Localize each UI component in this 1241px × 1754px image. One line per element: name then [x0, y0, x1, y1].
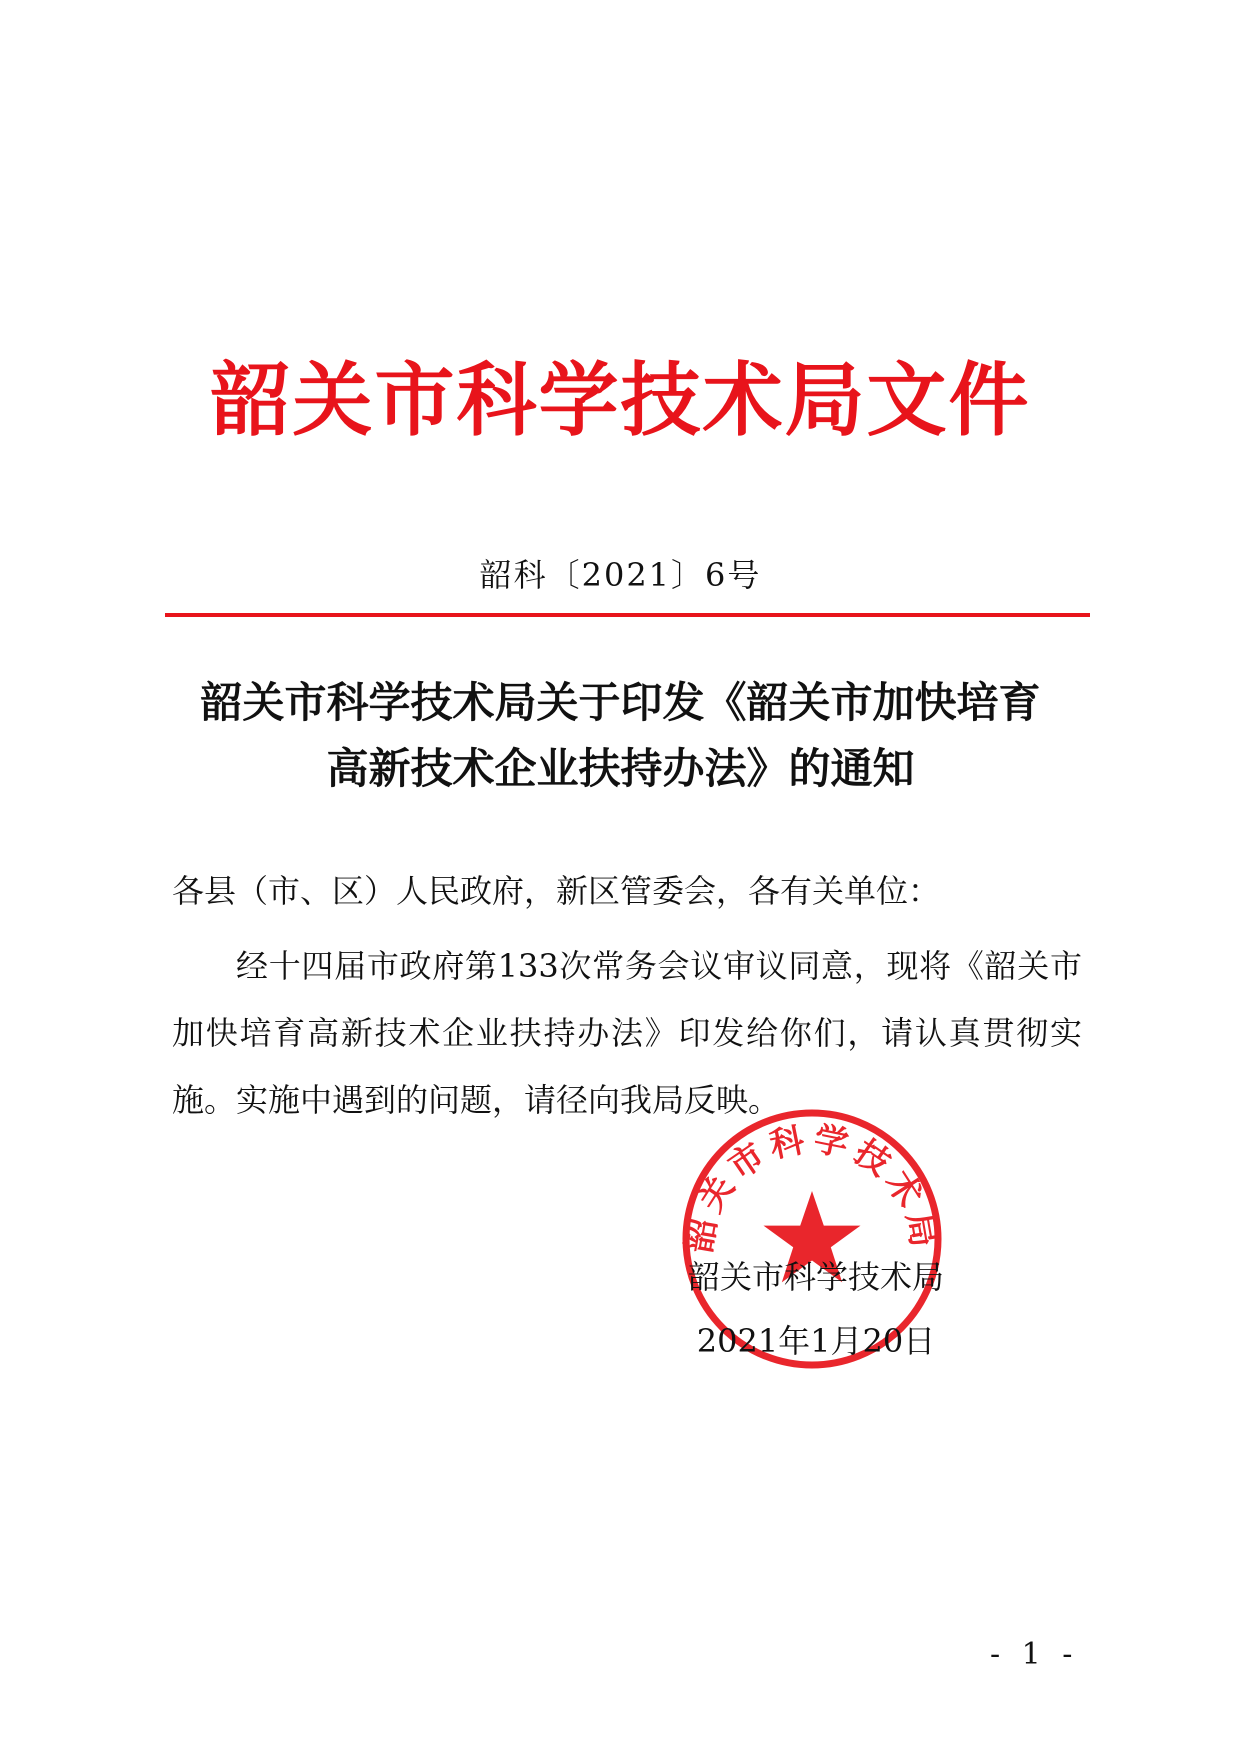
page-number: - 1 - — [990, 1637, 1079, 1672]
signer-name: 韶关市科学技术局 — [687, 1258, 944, 1296]
seal-text-path: 韶关市科学技术局 — [679, 1119, 945, 1256]
issuer-header: 韶关市科学技术局文件 — [210, 353, 1031, 447]
addressee-line: 各县（市、区）人民政府，新区管委会，各有关单位： — [172, 872, 941, 910]
document-title-line-1: 韶关市科学技术局关于印发《韶关市加快培育 — [200, 678, 1041, 727]
body-paragraph: 经十四届市政府第133次常务会议审议同意，现将《韶关市加快培育高新技术企业扶持办法》印发给你们，请认真贯彻实施。实施中遇到的问题，请径向我局反映。 — [172, 947, 1082, 1119]
document-title — [160, 670, 1081, 802]
red-divider-rule — [165, 613, 1090, 617]
document-title-line-2: 高新技术企业扶持办法》的通知 — [326, 744, 915, 793]
document-number: 韶科〔2021〕6号 — [479, 556, 762, 594]
signing-date: 2021年1月20日 — [696, 1322, 936, 1360]
